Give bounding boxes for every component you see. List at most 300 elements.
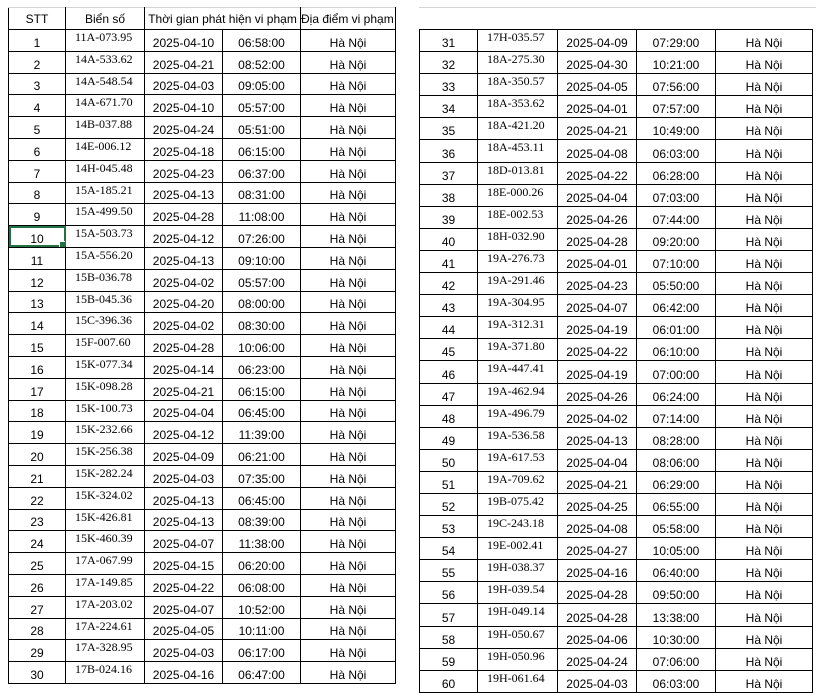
cell-plate[interactable]: 19A-617.53: [478, 449, 558, 471]
cell-time[interactable]: 13:38:00: [637, 604, 716, 626]
cell-date[interactable]: 2025-04-05: [558, 74, 637, 96]
cell-stt[interactable]: 52: [420, 493, 478, 515]
cell-stt[interactable]: 27: [9, 596, 66, 618]
cell-plate[interactable]: 15C-396.36: [66, 313, 145, 335]
cell-stt[interactable]: 33: [420, 74, 478, 96]
cell-place[interactable]: Hà Nội: [301, 662, 396, 684]
cell-time[interactable]: 06:17:00: [223, 640, 301, 662]
cell-time[interactable]: 06:45:00: [223, 400, 301, 422]
cell-date[interactable]: 2025-04-02: [145, 313, 223, 335]
cell-date[interactable]: 2025-04-04: [145, 400, 223, 422]
cell-date[interactable]: 2025-04-21: [558, 118, 637, 140]
cell-plate[interactable]: 15K-460.39: [66, 531, 145, 553]
cell-place[interactable]: Hà Nội: [716, 206, 813, 228]
cell-plate[interactable]: 19A-536.58: [478, 427, 558, 449]
cell-time[interactable]: 05:57:00: [223, 269, 301, 291]
cell-date[interactable]: 2025-04-21: [558, 471, 637, 493]
cell-stt[interactable]: 58: [420, 626, 478, 648]
cell-stt[interactable]: 21: [9, 465, 66, 487]
cell-plate[interactable]: 19E-002.41: [478, 538, 558, 560]
cell-stt[interactable]: 15: [9, 335, 66, 357]
cell-time[interactable]: 06:08:00: [223, 574, 301, 596]
cell-time[interactable]: 06:15:00: [223, 378, 301, 400]
cell-time[interactable]: 08:28:00: [637, 427, 716, 449]
cell-plate[interactable]: 15A-499.50: [66, 204, 145, 226]
cell-plate[interactable]: 19H-038.37: [478, 560, 558, 582]
cell-stt[interactable]: 55: [420, 560, 478, 582]
cell-date[interactable]: 2025-04-30: [558, 52, 637, 74]
cell-place[interactable]: Hà Nội: [301, 618, 396, 640]
cell-stt[interactable]: 17: [9, 378, 66, 400]
cell-stt[interactable]: 53: [420, 516, 478, 538]
cell-place[interactable]: Hà Nội: [716, 626, 813, 648]
cell-time[interactable]: 06:58:00: [223, 30, 301, 52]
cell-stt[interactable]: 54: [420, 538, 478, 560]
cell-time[interactable]: 10:11:00: [223, 618, 301, 640]
cell-stt[interactable]: 42: [420, 273, 478, 295]
cell-stt[interactable]: 59: [420, 648, 478, 670]
cell-place[interactable]: Hà Nội: [301, 30, 396, 52]
cell-date[interactable]: 2025-04-22: [145, 574, 223, 596]
cell-stt[interactable]: 2: [9, 51, 66, 73]
cell-time[interactable]: 08:39:00: [223, 509, 301, 531]
cell-time[interactable]: 07:57:00: [637, 96, 716, 118]
cell-place[interactable]: Hà Nội: [301, 553, 396, 575]
cell-place[interactable]: Hà Nội: [716, 648, 813, 670]
cell-place[interactable]: Hà Nội: [716, 516, 813, 538]
cell-place[interactable]: Hà Nội: [716, 560, 813, 582]
cell-plate[interactable]: 19A-709.62: [478, 471, 558, 493]
cell-place[interactable]: Hà Nội: [301, 269, 396, 291]
cell-plate[interactable]: 19H-061.64: [478, 670, 558, 692]
cell-place[interactable]: Hà Nội: [301, 138, 396, 160]
cell-stt[interactable]: 28: [9, 618, 66, 640]
cell-date[interactable]: 2025-04-01: [558, 250, 637, 272]
cell-stt[interactable]: 26: [9, 574, 66, 596]
cell-plate[interactable]: 19A-304.95: [478, 295, 558, 317]
cell-place[interactable]: Hà Nội: [301, 444, 396, 466]
cell-plate[interactable]: 19B-075.42: [478, 493, 558, 515]
cell-plate[interactable]: 19H-050.67: [478, 626, 558, 648]
cell-date[interactable]: 2025-04-06: [558, 626, 637, 648]
cell-stt[interactable]: 31: [420, 30, 478, 52]
cell-stt[interactable]: 13: [9, 291, 66, 313]
cell-place[interactable]: Hà Nội: [301, 247, 396, 269]
cell-plate[interactable]: 19A-312.31: [478, 317, 558, 339]
cell-time[interactable]: 06:42:00: [637, 295, 716, 317]
selected-cell[interactable]: 10: [9, 226, 66, 248]
cell-place[interactable]: Hà Nội: [716, 273, 813, 295]
cell-stt[interactable]: 22: [9, 487, 66, 509]
cell-place[interactable]: Hà Nội: [716, 52, 813, 74]
cell-time[interactable]: 10:05:00: [637, 538, 716, 560]
cell-place[interactable]: Hà Nội: [716, 582, 813, 604]
cell-time[interactable]: 10:30:00: [637, 626, 716, 648]
cell-date[interactable]: 2025-04-08: [558, 140, 637, 162]
cell-stt[interactable]: 47: [420, 383, 478, 405]
cell-place[interactable]: Hà Nội: [716, 604, 813, 626]
cell-time[interactable]: 07:03:00: [637, 184, 716, 206]
cell-stt[interactable]: 44: [420, 317, 478, 339]
cell-place[interactable]: Hà Nội: [301, 204, 396, 226]
cell-place[interactable]: Hà Nội: [301, 73, 396, 95]
cell-plate[interactable]: 15B-036.78: [66, 269, 145, 291]
cell-plate[interactable]: 18A-275.30: [478, 52, 558, 74]
cell-date[interactable]: 2025-04-04: [558, 184, 637, 206]
cell-stt[interactable]: 37: [420, 162, 478, 184]
cell-place[interactable]: Hà Nội: [716, 670, 813, 692]
cell-date[interactable]: 2025-04-28: [558, 604, 637, 626]
cell-date[interactable]: 2025-04-05: [145, 618, 223, 640]
cell-place[interactable]: Hà Nội: [716, 493, 813, 515]
cell-time[interactable]: 05:51:00: [223, 117, 301, 139]
cell-place[interactable]: Hà Nội: [301, 422, 396, 444]
cell-time[interactable]: 06:40:00: [637, 560, 716, 582]
cell-time[interactable]: 06:20:00: [223, 553, 301, 575]
cell-date[interactable]: 2025-04-28: [558, 582, 637, 604]
cell-time[interactable]: 10:49:00: [637, 118, 716, 140]
cell-stt[interactable]: 23: [9, 509, 66, 531]
cell-place[interactable]: Hà Nội: [301, 226, 396, 248]
cell-place[interactable]: Hà Nội: [716, 74, 813, 96]
cell-stt[interactable]: 18: [9, 400, 66, 422]
cell-place[interactable]: Hà Nội: [716, 405, 813, 427]
cell-stt[interactable]: 45: [420, 339, 478, 361]
cell-time[interactable]: 09:10:00: [223, 247, 301, 269]
cell-time[interactable]: 05:50:00: [637, 273, 716, 295]
cell-plate[interactable]: 14A-533.62: [66, 51, 145, 73]
cell-date[interactable]: 2025-04-13: [145, 247, 223, 269]
cell-time[interactable]: 07:35:00: [223, 465, 301, 487]
cell-plate[interactable]: 18H-032.90: [478, 228, 558, 250]
cell-stt[interactable]: 16: [9, 356, 66, 378]
cell-place[interactable]: Hà Nội: [716, 184, 813, 206]
cell-time[interactable]: 05:58:00: [637, 516, 716, 538]
cell-date[interactable]: 2025-04-08: [558, 516, 637, 538]
header-stt[interactable]: STT: [9, 8, 66, 30]
cell-time[interactable]: 06:29:00: [637, 471, 716, 493]
cell-date[interactable]: 2025-04-10: [145, 30, 223, 52]
cell-place[interactable]: Hà Nội: [301, 291, 396, 313]
cell-place[interactable]: Hà Nội: [301, 117, 396, 139]
cell-time[interactable]: 07:00:00: [637, 361, 716, 383]
cell-time[interactable]: 08:52:00: [223, 51, 301, 73]
cell-plate[interactable]: 15K-426.81: [66, 509, 145, 531]
cell-date[interactable]: 2025-04-19: [558, 361, 637, 383]
header-place[interactable]: Địa điểm vi phạm: [301, 8, 396, 30]
cell-date[interactable]: 2025-04-16: [145, 662, 223, 684]
cell-time[interactable]: 08:00:00: [223, 291, 301, 313]
cell-stt[interactable]: 32: [420, 52, 478, 74]
cell-plate[interactable]: 19A-371.80: [478, 339, 558, 361]
cell-place[interactable]: Hà Nội: [301, 487, 396, 509]
cell-date[interactable]: 2025-04-23: [145, 160, 223, 182]
cell-place[interactable]: Hà Nội: [716, 140, 813, 162]
cell-date[interactable]: 2025-04-04: [558, 449, 637, 471]
cell-stt[interactable]: 11: [9, 247, 66, 269]
cell-date[interactable]: 2025-04-12: [145, 422, 223, 444]
cell-date[interactable]: 2025-04-07: [145, 531, 223, 553]
cell-time[interactable]: 06:03:00: [637, 670, 716, 692]
cell-stt[interactable]: 19: [9, 422, 66, 444]
fill-handle[interactable]: [59, 241, 66, 248]
cell-stt[interactable]: 38: [420, 184, 478, 206]
cell-stt[interactable]: 36: [420, 140, 478, 162]
cell-date[interactable]: 2025-04-13: [145, 509, 223, 531]
cell-stt[interactable]: 57: [420, 604, 478, 626]
cell-date[interactable]: 2025-04-09: [558, 30, 637, 52]
cell-time[interactable]: 11:38:00: [223, 531, 301, 553]
cell-plate[interactable]: 18A-350.57: [478, 74, 558, 96]
cell-time[interactable]: 09:50:00: [637, 582, 716, 604]
cell-time[interactable]: 07:26:00: [223, 226, 301, 248]
cell-plate[interactable]: 15K-100.73: [66, 400, 145, 422]
cell-plate[interactable]: 17A-067.99: [66, 553, 145, 575]
cell-plate[interactable]: 17B-024.16: [66, 662, 145, 684]
cell-plate[interactable]: 15F-007.60: [66, 335, 145, 357]
cell-date[interactable]: 2025-04-18: [145, 138, 223, 160]
cell-stt[interactable]: 46: [420, 361, 478, 383]
cell-plate[interactable]: 15A-185.21: [66, 182, 145, 204]
cell-plate[interactable]: 15K-256.38: [66, 444, 145, 466]
cell-plate[interactable]: 18E-000.26: [478, 184, 558, 206]
cell-place[interactable]: Hà Nội: [301, 400, 396, 422]
cell-plate[interactable]: 11A-073.95: [66, 30, 145, 52]
cell-date[interactable]: 2025-04-02: [145, 269, 223, 291]
cell-plate[interactable]: 14E-006.12: [66, 138, 145, 160]
cell-place[interactable]: Hà Nội: [716, 339, 813, 361]
cell-time[interactable]: 10:21:00: [637, 52, 716, 74]
cell-date[interactable]: 2025-04-24: [145, 117, 223, 139]
cell-plate[interactable]: 18A-421.20: [478, 118, 558, 140]
cell-place[interactable]: Hà Nội: [716, 295, 813, 317]
cell-stt[interactable]: 56: [420, 582, 478, 604]
cell-date[interactable]: 2025-04-16: [558, 560, 637, 582]
cell-plate[interactable]: 17H-035.57: [478, 30, 558, 52]
cell-time[interactable]: 06:37:00: [223, 160, 301, 182]
cell-stt[interactable]: 34: [420, 96, 478, 118]
cell-time[interactable]: 06:24:00: [637, 383, 716, 405]
cell-stt[interactable]: 41: [420, 250, 478, 272]
cell-place[interactable]: Hà Nội: [716, 228, 813, 250]
cell-stt[interactable]: 30: [9, 662, 66, 684]
cell-date[interactable]: 2025-04-07: [558, 295, 637, 317]
cell-place[interactable]: Hà Nội: [301, 378, 396, 400]
cell-plate[interactable]: 19A-447.41: [478, 361, 558, 383]
cell-stt[interactable]: 51: [420, 471, 478, 493]
cell-plate[interactable]: 17A-203.02: [66, 596, 145, 618]
cell-date[interactable]: 2025-04-19: [558, 317, 637, 339]
cell-place[interactable]: Hà Nội: [716, 250, 813, 272]
cell-date[interactable]: 2025-04-03: [145, 640, 223, 662]
cell-time[interactable]: 10:06:00: [223, 335, 301, 357]
cell-date[interactable]: 2025-04-03: [145, 73, 223, 95]
cell-plate[interactable]: 17A-224.61: [66, 618, 145, 640]
cell-stt[interactable]: 25: [9, 553, 66, 575]
cell-time[interactable]: 06:45:00: [223, 487, 301, 509]
cell-place[interactable]: Hà Nội: [301, 182, 396, 204]
cell-time[interactable]: 07:06:00: [637, 648, 716, 670]
cell-stt[interactable]: 14: [9, 313, 66, 335]
cell-place[interactable]: Hà Nội: [716, 118, 813, 140]
cell-date[interactable]: 2025-04-03: [145, 465, 223, 487]
cell-date[interactable]: 2025-04-23: [558, 273, 637, 295]
cell-date[interactable]: 2025-04-07: [145, 596, 223, 618]
cell-stt[interactable]: 50: [420, 449, 478, 471]
cell-plate[interactable]: 18A-353.62: [478, 96, 558, 118]
cell-stt[interactable]: 20: [9, 444, 66, 466]
cell-stt[interactable]: 35: [420, 118, 478, 140]
cell-stt[interactable]: 43: [420, 295, 478, 317]
cell-plate[interactable]: 17A-328.95: [66, 640, 145, 662]
cell-stt[interactable]: 5: [9, 117, 66, 139]
cell-place[interactable]: Hà Nội: [301, 465, 396, 487]
cell-time[interactable]: 06:47:00: [223, 662, 301, 684]
cell-place[interactable]: Hà Nội: [716, 317, 813, 339]
cell-place[interactable]: Hà Nội: [301, 640, 396, 662]
cell-time[interactable]: 06:23:00: [223, 356, 301, 378]
cell-date[interactable]: 2025-04-14: [145, 356, 223, 378]
cell-place[interactable]: Hà Nội: [301, 509, 396, 531]
cell-date[interactable]: 2025-04-27: [558, 538, 637, 560]
cell-time[interactable]: 08:31:00: [223, 182, 301, 204]
cell-stt[interactable]: 29: [9, 640, 66, 662]
cell-place[interactable]: Hà Nội: [716, 383, 813, 405]
cell-stt[interactable]: 8: [9, 182, 66, 204]
cell-plate[interactable]: 15A-556.20: [66, 247, 145, 269]
cell-place[interactable]: Hà Nội: [301, 51, 396, 73]
cell-date[interactable]: 2025-04-13: [558, 427, 637, 449]
cell-time[interactable]: 06:21:00: [223, 444, 301, 466]
cell-date[interactable]: 2025-04-28: [558, 228, 637, 250]
cell-place[interactable]: Hà Nội: [716, 30, 813, 52]
cell-time[interactable]: 06:55:00: [637, 493, 716, 515]
cell-date[interactable]: 2025-04-01: [558, 96, 637, 118]
cell-stt[interactable]: 4: [9, 95, 66, 117]
cell-plate[interactable]: 19C-243.18: [478, 516, 558, 538]
cell-place[interactable]: Hà Nội: [716, 96, 813, 118]
cell-place[interactable]: Hà Nội: [301, 160, 396, 182]
cell-plate[interactable]: 14B-037.88: [66, 117, 145, 139]
cell-date[interactable]: 2025-04-13: [145, 487, 223, 509]
cell-place[interactable]: Hà Nội: [301, 356, 396, 378]
cell-date[interactable]: 2025-04-20: [145, 291, 223, 313]
cell-date[interactable]: 2025-04-26: [558, 383, 637, 405]
cell-place[interactable]: Hà Nội: [716, 449, 813, 471]
cell-plate[interactable]: 19A-462.94: [478, 383, 558, 405]
cell-stt[interactable]: 49: [420, 427, 478, 449]
cell-date[interactable]: 2025-04-21: [145, 378, 223, 400]
cell-stt[interactable]: 9: [9, 204, 66, 226]
cell-time[interactable]: 05:57:00: [223, 95, 301, 117]
cell-time[interactable]: 11:39:00: [223, 422, 301, 444]
cell-plate[interactable]: 19H-049.14: [478, 604, 558, 626]
cell-date[interactable]: 2025-04-13: [145, 182, 223, 204]
cell-plate[interactable]: 15K-232.66: [66, 422, 145, 444]
cell-plate[interactable]: 14A-548.54: [66, 73, 145, 95]
cell-plate[interactable]: 19H-039.54: [478, 582, 558, 604]
cell-date[interactable]: 2025-04-09: [145, 444, 223, 466]
cell-place[interactable]: Hà Nội: [716, 538, 813, 560]
cell-time[interactable]: 07:44:00: [637, 206, 716, 228]
cell-date[interactable]: 2025-04-25: [558, 493, 637, 515]
cell-time[interactable]: 06:15:00: [223, 138, 301, 160]
cell-plate[interactable]: 18A-453.11: [478, 140, 558, 162]
cell-plate[interactable]: 19A-291.46: [478, 273, 558, 295]
cell-place[interactable]: Hà Nội: [301, 596, 396, 618]
cell-place[interactable]: Hà Nội: [716, 427, 813, 449]
cell-date[interactable]: 2025-04-24: [558, 648, 637, 670]
cell-stt[interactable]: 24: [9, 531, 66, 553]
cell-time[interactable]: 11:08:00: [223, 204, 301, 226]
cell-date[interactable]: 2025-04-26: [558, 206, 637, 228]
cell-time[interactable]: 09:20:00: [637, 228, 716, 250]
cell-place[interactable]: Hà Nội: [301, 574, 396, 596]
cell-place[interactable]: Hà Nội: [301, 335, 396, 357]
cell-time[interactable]: 07:10:00: [637, 250, 716, 272]
cell-place[interactable]: Hà Nội: [301, 313, 396, 335]
cell-plate[interactable]: 19A-276.73: [478, 250, 558, 272]
cell-plate[interactable]: 15K-324.02: [66, 487, 145, 509]
cell-time[interactable]: 08:06:00: [637, 449, 716, 471]
cell-place[interactable]: Hà Nội: [716, 361, 813, 383]
cell-stt[interactable]: 48: [420, 405, 478, 427]
cell-date[interactable]: 2025-04-12: [145, 226, 223, 248]
cell-stt[interactable]: 3: [9, 73, 66, 95]
cell-plate[interactable]: 15K-077.34: [66, 356, 145, 378]
cell-time[interactable]: 07:14:00: [637, 405, 716, 427]
cell-date[interactable]: 2025-04-03: [558, 670, 637, 692]
cell-date[interactable]: 2025-04-22: [558, 339, 637, 361]
cell-date[interactable]: 2025-04-02: [558, 405, 637, 427]
cell-plate[interactable]: 15K-282.24: [66, 465, 145, 487]
cell-date[interactable]: 2025-04-28: [145, 204, 223, 226]
cell-place[interactable]: Hà Nội: [301, 531, 396, 553]
cell-stt[interactable]: 7: [9, 160, 66, 182]
cell-plate[interactable]: 18E-002.53: [478, 206, 558, 228]
cell-date[interactable]: 2025-04-22: [558, 162, 637, 184]
cell-time[interactable]: 07:56:00: [637, 74, 716, 96]
cell-plate[interactable]: 15B-045.36: [66, 291, 145, 313]
header-time[interactable]: Thời gian phát hiện vi phạm: [145, 8, 301, 30]
cell-stt[interactable]: 12: [9, 269, 66, 291]
cell-date[interactable]: 2025-04-10: [145, 95, 223, 117]
cell-time[interactable]: 09:05:00: [223, 73, 301, 95]
cell-stt[interactable]: 6: [9, 138, 66, 160]
cell-place[interactable]: Hà Nội: [301, 95, 396, 117]
cell-stt[interactable]: 39: [420, 206, 478, 228]
header-plate[interactable]: Biển số: [66, 8, 145, 30]
cell-plate[interactable]: 14H-045.48: [66, 160, 145, 182]
cell-stt[interactable]: 60: [420, 670, 478, 692]
cell-time[interactable]: 06:10:00: [637, 339, 716, 361]
cell-time[interactable]: 06:03:00: [637, 140, 716, 162]
cell-plate[interactable]: 15K-098.28: [66, 378, 145, 400]
cell-time[interactable]: 10:52:00: [223, 596, 301, 618]
cell-stt[interactable]: 1: [9, 30, 66, 52]
cell-time[interactable]: 06:28:00: [637, 162, 716, 184]
cell-date[interactable]: 2025-04-21: [145, 51, 223, 73]
cell-stt[interactable]: 40: [420, 228, 478, 250]
cell-plate[interactable]: 15A-503.73: [66, 226, 145, 248]
cell-place[interactable]: Hà Nội: [716, 162, 813, 184]
cell-place[interactable]: Hà Nội: [716, 471, 813, 493]
cell-plate[interactable]: 19A-496.79: [478, 405, 558, 427]
cell-plate[interactable]: 14A-671.70: [66, 95, 145, 117]
cell-time[interactable]: 06:01:00: [637, 317, 716, 339]
cell-plate[interactable]: 19H-050.96: [478, 648, 558, 670]
cell-plate[interactable]: 18D-013.81: [478, 162, 558, 184]
